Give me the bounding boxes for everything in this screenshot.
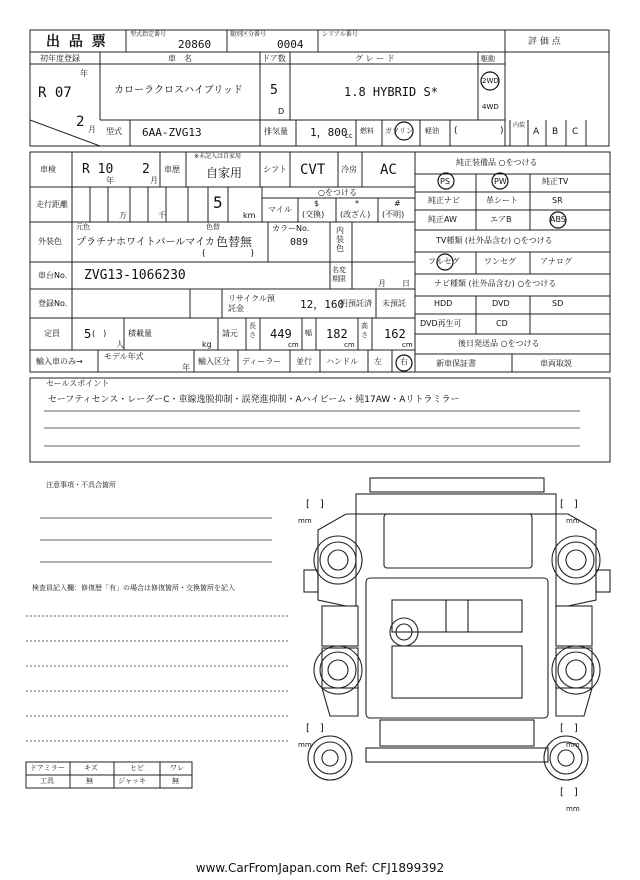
renew-day-unit: 日	[402, 279, 410, 288]
equip-aw: 純正AW	[428, 215, 457, 224]
tamper-label: (改ざん)	[340, 210, 371, 219]
bracket-front-left: [ ]	[306, 499, 324, 510]
handle-label: ハンドル	[326, 357, 358, 366]
light-oil-bracket-open: (	[454, 126, 458, 136]
recycle-unpaid: 未預託	[382, 299, 406, 308]
later-manual: 車両取説	[540, 359, 572, 368]
height-unit: cm	[402, 341, 413, 349]
equip-leather: 革シート	[486, 196, 518, 205]
chassis-value: ZVG13-1066230	[84, 268, 186, 283]
legend-scratch: キズ	[84, 764, 98, 772]
legend-tools-none: 無	[86, 777, 93, 785]
mileage-circle-note: ○をつける	[318, 188, 357, 197]
capacity-paren: ( )	[92, 329, 107, 338]
handle-left: 左	[374, 357, 382, 366]
equip-navi: 純正ナビ	[428, 196, 460, 205]
mileage-sen: 千	[158, 211, 166, 220]
evaluation-label: 評 価 点	[528, 37, 561, 47]
import-label: 輸入車のみ→	[36, 357, 83, 366]
invoice-label: 請元	[222, 329, 238, 338]
length-unit: cm	[288, 341, 299, 349]
height-label: 高さ	[361, 322, 368, 339]
width-value: 182	[326, 327, 348, 341]
equip-airbag: エアB	[490, 215, 512, 224]
later-header: 後日発送品 ○をつける	[458, 339, 540, 348]
car-diagram	[304, 478, 610, 780]
bracket-spare: [ ]	[560, 787, 578, 798]
height-value: 162	[384, 327, 406, 341]
first-reg-era: R 07	[38, 85, 72, 101]
tamper-symbol: *	[355, 199, 359, 208]
mm-spare: mm	[566, 805, 580, 813]
first-reg-month: 2	[76, 114, 85, 130]
grade-value: 1.8 HYBRID S*	[344, 85, 438, 99]
equip-pw: PW	[494, 177, 507, 186]
shift-label: シフト	[263, 165, 287, 174]
capacity-label: 定員	[44, 329, 60, 338]
legend-jack-none: 無	[172, 777, 179, 785]
paint-value: 色替無	[216, 235, 253, 249]
original-color-label: 元色	[76, 223, 90, 231]
shaken-month: 2	[142, 162, 150, 177]
paint-label: 色替	[206, 223, 220, 231]
notes-label: 注意事項・不具合箇所	[46, 481, 116, 489]
footer-watermark: www.CarFromJapan.com Ref: CFJ1899392	[195, 861, 445, 875]
renew-label: 名変期限	[332, 266, 346, 283]
bracket-rear-left: [ ]	[306, 723, 324, 734]
drive-2wd: 2WD	[482, 77, 499, 85]
chassis-label: 車台No.	[38, 271, 68, 280]
original-color-value: プラチナホワイトパールマイカ	[76, 237, 215, 248]
recycle-value: 12，160	[300, 298, 345, 311]
interior-label: 内装	[513, 122, 526, 129]
equip-ps: PS	[440, 177, 450, 186]
mileage-label: 走行距離	[36, 200, 68, 209]
legend-jack: ジャッキ	[118, 777, 146, 785]
first-reg-year-unit: 年	[80, 69, 88, 78]
car-name-label: 車 名	[168, 54, 192, 63]
history-value: 自家用	[206, 166, 243, 180]
sales-label: セールスポイント	[46, 379, 110, 388]
length-label: 長さ	[249, 322, 256, 339]
doors-value: 5	[270, 83, 278, 98]
grade-label: グ レ ー ド	[355, 54, 395, 63]
tv-analog: アナログ	[540, 257, 572, 266]
inspector-label: 検査員記入欄：修復歴「有」の場合は修復箇所・交換箇所を記入	[32, 584, 235, 592]
mileage-man: 万	[119, 211, 127, 220]
interior-grade-b: B	[552, 127, 559, 137]
model-designation-value: 20860	[178, 38, 212, 51]
load-label: 積載量	[128, 329, 152, 338]
tv-header: TV種類 (社外品含む) ○をつける	[436, 236, 553, 245]
legend-door-mirror: ドアミラー	[30, 764, 65, 772]
history-label: 車歴	[164, 165, 180, 174]
length-value: 449	[270, 327, 292, 341]
bracket-rear-right: [ ]	[560, 723, 578, 734]
width-unit: cm	[344, 341, 355, 349]
import-dealer: ディーラー	[242, 357, 282, 366]
recycle-unit: 円預託済	[340, 299, 372, 308]
navi-hdd: HDD	[434, 299, 453, 308]
recycle-label: リサイクル預託金	[228, 294, 275, 313]
replace-symbol: $	[314, 199, 320, 208]
later-warranty: 新車保証書	[436, 359, 476, 368]
color-code-label: カラーNo.	[272, 224, 310, 233]
interior-grade-a: A	[533, 127, 540, 137]
renew-month-unit: 月	[378, 279, 386, 288]
color-code-value: 089	[290, 237, 309, 248]
factory-header: 純正装備品 ○をつける	[456, 158, 538, 167]
fuel-label: 燃料	[360, 127, 374, 135]
model-year-label: モデル年式	[104, 352, 144, 361]
serial-label: シリアル番号	[322, 31, 358, 38]
legend-break: ワレ	[170, 764, 184, 772]
navi-sd: SD	[552, 299, 564, 308]
mm-front-left: mm	[298, 517, 312, 525]
import-parallel: 並行	[296, 357, 312, 366]
width-label: 幅	[305, 329, 312, 337]
category-label: 類別区分番号	[230, 31, 267, 38]
car-name-value: カローラクロスハイブリッド	[114, 85, 243, 96]
shaken-era: R 10	[82, 162, 114, 177]
history-note: ※未記入は自家用	[194, 153, 242, 160]
mileage-unit: km	[243, 211, 256, 220]
light-oil-bracket-close: )	[500, 126, 504, 136]
navi-cd: CD	[496, 319, 508, 328]
color-label: 外装色	[38, 237, 62, 246]
navi-header: ナビ種類 (社外品含む) ○をつける	[434, 279, 557, 288]
equip-abs: ABS	[550, 215, 566, 224]
capacity-person-unit: 人	[116, 340, 124, 349]
replace-label: (交換)	[302, 210, 325, 219]
fuel-value: ガソリン	[385, 127, 413, 135]
light-oil-label: 軽油	[425, 127, 439, 135]
legend-tools: 工具	[40, 777, 54, 785]
navi-dvd-play: DVD再生可	[420, 319, 462, 328]
drive-4wd: 4WD	[482, 103, 499, 111]
handle-right: 右	[400, 357, 408, 366]
sales-text: セーフティセンス・レーダーC・車線逸脱抑制・誤発進抑制・Aハイビーム・純17AW・Aリトラミラー	[48, 395, 460, 405]
first-reg-month-unit: 月	[88, 125, 96, 134]
model-designation-label: 型式指定番号	[130, 31, 167, 38]
model-type-value: 6AA-ZVG13	[142, 126, 202, 139]
shaken-label: 車検	[40, 165, 56, 174]
bracket-front-right: [ ]	[560, 499, 578, 510]
legend-crack: ヒビ	[130, 764, 144, 772]
displacement-unit: cc	[345, 132, 353, 140]
shift-value: CVT	[300, 162, 326, 178]
aircon-value: AC	[380, 162, 397, 178]
import-type-label: 輸入区分	[198, 357, 230, 366]
first-reg-label: 初年度登録	[40, 54, 80, 63]
equip-tv: 純正TV	[542, 177, 569, 186]
shaken-month-unit: 月	[150, 176, 158, 185]
paint-paren: ( )	[202, 249, 255, 259]
tv-fullseg: フルセグ	[428, 257, 460, 266]
doors-label: ドア数	[262, 54, 286, 63]
equip-sr: SR	[552, 196, 563, 205]
load-unit: kg	[202, 340, 212, 349]
category-value: 0004	[277, 38, 304, 51]
door-type: D	[278, 107, 285, 116]
displacement-label: 排気量	[264, 127, 288, 136]
drive-label: 駆動	[481, 55, 495, 63]
model-year-unit: 年	[182, 363, 190, 372]
interior-grade-c: C	[572, 127, 579, 137]
mm-rear-right: mm	[566, 741, 580, 749]
navi-dvd: DVD	[492, 299, 510, 308]
unknown-label: (不明)	[382, 210, 405, 219]
unknown-symbol: #	[394, 199, 401, 208]
form-title: 出 品 票	[46, 34, 108, 50]
model-type-label: 型式	[106, 127, 122, 136]
aircon-label: 冷房	[341, 165, 357, 174]
mm-front-right: mm	[566, 517, 580, 525]
capacity-value: 5	[84, 327, 92, 341]
tv-oneseg: ワンセグ	[484, 257, 516, 266]
displacement-value: 1，800	[310, 126, 348, 139]
interior-color-label: 内装色	[336, 226, 344, 253]
mm-rear-left: mm	[298, 741, 312, 749]
shaken-year-unit: 年	[106, 176, 114, 185]
mile-label: マイル	[268, 205, 292, 214]
registration-label: 登録No.	[38, 299, 68, 308]
mileage-value: 5	[213, 193, 223, 212]
